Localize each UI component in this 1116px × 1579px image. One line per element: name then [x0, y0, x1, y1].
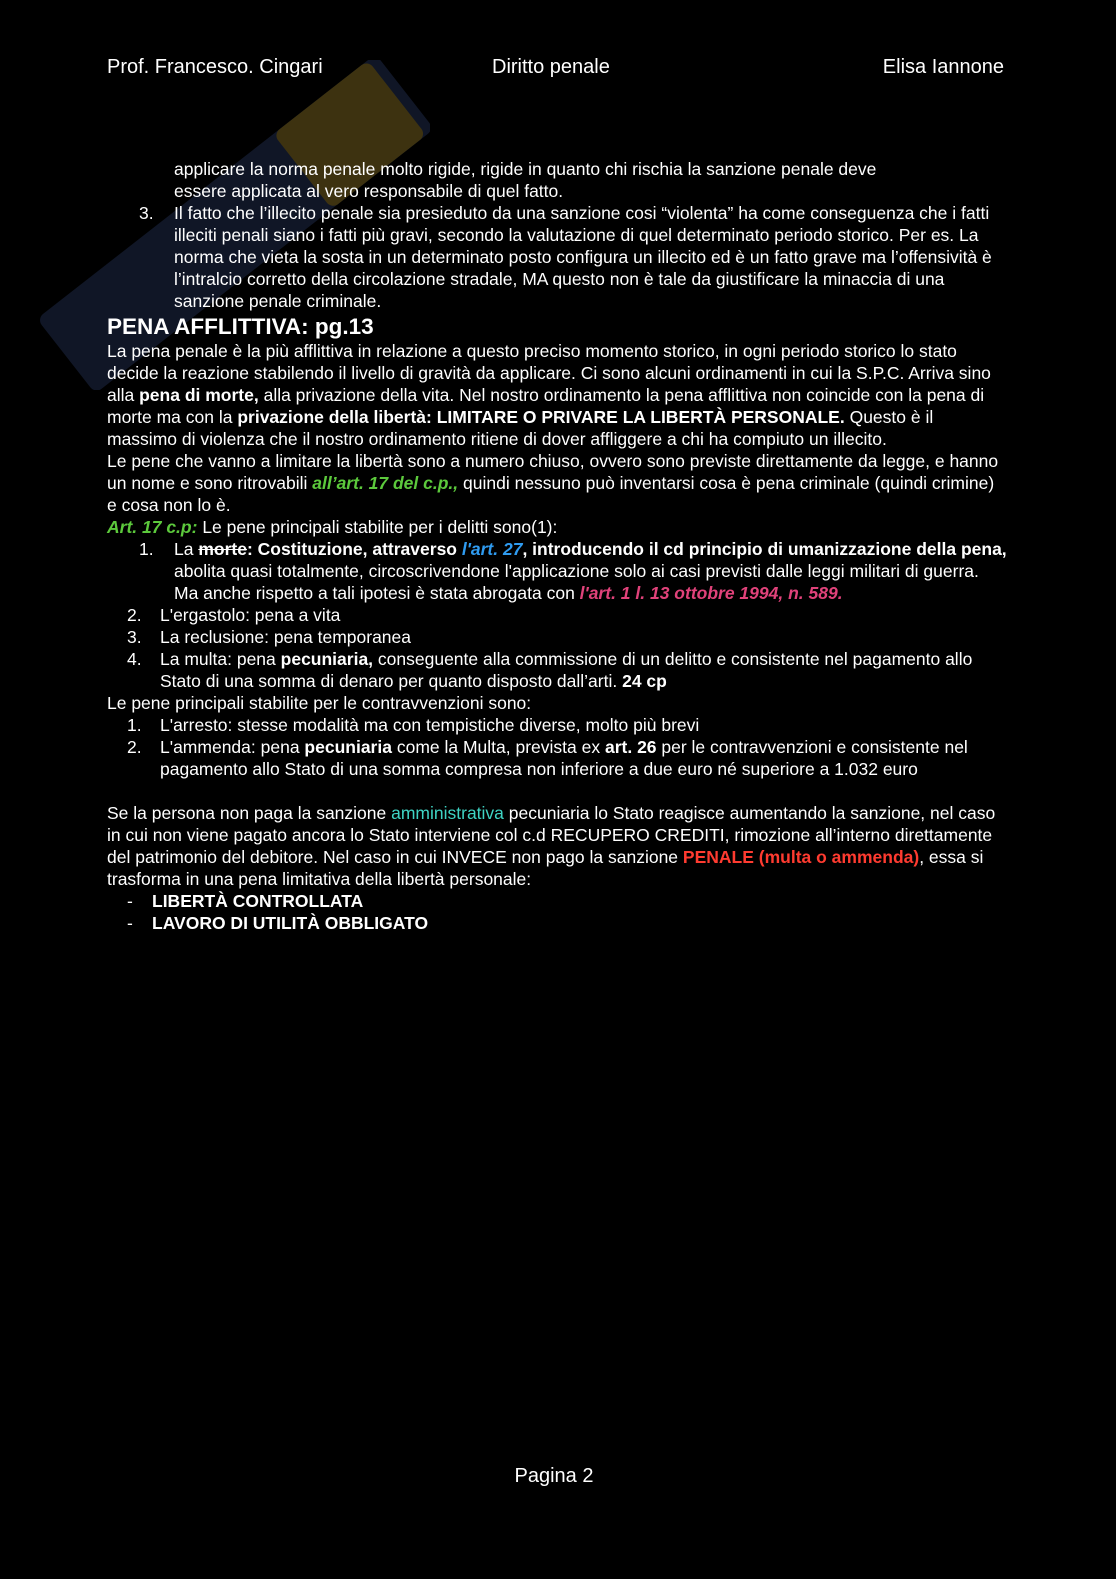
list-number: 3. — [127, 627, 142, 647]
dash-bullet: - — [127, 891, 133, 911]
list-item-text: LIBERTÀ CONTROLLATA — [152, 891, 364, 911]
text: La pena penale è la più afflittiva in relazione a questo preciso momento storico, in ogni periodo storico lo stato decide la reazione stabilendo il livello di gravità da applicare. Ci sono alcuni ordinamenti in cui la S.P.C. Arriva sino alla — [107, 341, 991, 405]
struck-text: morte — [198, 539, 247, 559]
text: conseguente alla commissione di un delitto e consistente nel pagamento allo Stato di una somma di denaro per quanto disposto dall’arti. — [160, 649, 973, 691]
text: come la Multa, prevista ex — [391, 737, 605, 757]
intro-line-2: essere applicata al vero responsabile di quel fatto. — [174, 181, 564, 201]
list-item-text: L'arresto: stesse modalità ma con tempistiche diverse, molto più brevi — [160, 715, 700, 735]
bold-text: 24 cp — [622, 671, 667, 691]
list-item-text: Il fatto che l’illecito penale sia presieduto da una sanzione cosi “violenta” ha come conseguenza che i fatti illeciti penali siano i fatti più gravi, secondo la valutazione di quel determinato periodo storico. Per es. La norma che vieta la sosta in un determinato posto configura un illecito ed è un fatto grave ma l’offensività è l’intralcio corretto della circolazione stradale, MA questo non è tale da giustificare la minaccia di una sanzione penale criminale. — [174, 203, 992, 311]
list-number: 2. — [127, 605, 142, 625]
header-author: Prof. Francesco. Cingari — [107, 56, 323, 78]
bold-text: art. 26 — [604, 737, 657, 757]
text: Se la persona non paga la sanzione — [107, 803, 392, 823]
text: La — [174, 539, 199, 559]
list-item — [107, 538, 1007, 604]
list-number: 4. — [127, 649, 142, 669]
list-item-text: La reclusione: pena temporanea — [160, 627, 412, 647]
text: Le pene che vanno a limitare la libertà sono a numero chiuso, ovvero sono previste direttamente da legge, e hanno un nome e sono ritrovabili — [107, 451, 999, 493]
list-item — [107, 714, 1007, 736]
bold-text: : Costituzione, attraverso — [246, 539, 462, 559]
list-number: 2. — [127, 737, 142, 757]
dash-list-item — [107, 912, 1007, 934]
art17-line — [107, 516, 1007, 538]
text: per le contravvenzioni e consistente nel pagamento allo Stato di una somma compresa non inferiore a due euro né superiore a 1.032 euro — [160, 737, 968, 779]
header-subject: Diritto penale — [492, 56, 610, 78]
paragraph-3 — [107, 802, 1007, 890]
paragraph-1 — [107, 340, 1007, 450]
document-body — [107, 158, 1007, 934]
bold-text: , introducendo il cd principio di umanizzazione della pena, — [522, 539, 1007, 559]
header-student: Elisa Iannone — [882, 56, 1004, 78]
bold-text: pecuniaria — [304, 737, 392, 757]
spacer — [107, 780, 1007, 802]
bold-text: pena di morte, — [139, 385, 259, 405]
law-reference: Art. 17 c.p: — [107, 517, 198, 537]
list-number: 1. — [139, 539, 154, 559]
text: alla privazione della vita. Nel nostro ordinamento la pena afflittiva non coincide con la pena di morte ma con la — [107, 385, 985, 427]
text: , essa si trasforma in una pena limitativa della libertà personale: — [107, 847, 984, 889]
law-reference: l'art. 1 l. 13 ottobre 1994, n. 589. — [579, 583, 843, 603]
dash-bullet: - — [127, 913, 133, 933]
list-item — [107, 604, 1007, 626]
intro-continuation — [107, 158, 1007, 202]
dash-list-item — [107, 890, 1007, 912]
text: L'ammenda: pena — [160, 737, 305, 757]
list-item — [107, 202, 1007, 312]
list-item — [107, 736, 1007, 780]
bold-text: pecuniaria, — [280, 649, 374, 669]
list-number: 1. — [127, 715, 142, 735]
list-item-text: LAVORO DI UTILITÀ OBBLIGATO — [152, 913, 429, 933]
page-number: Pagina 2 — [514, 1465, 594, 1487]
text: quindi nessuno può inventarsi cosa è pena criminale (quindi crimine) e cosa non lo è. — [107, 473, 995, 515]
section-title: PENA AFFLITTIVA: pg.13 — [107, 314, 374, 339]
text: pecuniaria lo Stato reagisce aumentando la sanzione, nel caso in cui non viene pagato ancora lo Stato interviene col c.d RECUPERO CREDITI, rimozione all’interno direttamente del patrimonio del debitore. Nel caso in cui INVECE non pago la sanzione — [107, 803, 996, 867]
list-item — [107, 648, 1007, 692]
list-item — [107, 626, 1007, 648]
bold-text: privazione della libertà: LIMITARE O PRIVARE LA LIBERTÀ PERSONALE. — [237, 407, 845, 427]
text: Le pene principali stabilite per i delitti sono(1): — [197, 517, 558, 537]
paragraph-2 — [107, 450, 1007, 516]
highlight-text: amministrativa — [391, 803, 504, 823]
contravvenzioni-intro: Le pene principali stabilite per le contravvenzioni sono: — [107, 693, 532, 713]
law-reference: all’art. 17 del c.p., — [312, 473, 459, 493]
text: Questo è il massimo di violenza che il nostro ordinamento ritiene di dover affliggere a chi ha compiuto un illecito. — [107, 407, 934, 449]
list-item-text: L'ergastolo: pena a vita — [160, 605, 341, 625]
law-reference: l'art. 27 — [461, 539, 523, 559]
highlight-text: PENALE (multa o ammenda) — [682, 847, 920, 867]
list-number: 3. — [139, 203, 154, 223]
text: La multa: pena — [160, 649, 281, 669]
text: abolita quasi totalmente, circoscrivendone l'applicazione solo ai casi previsti dalle leggi militari di guerra. Ma anche rispetto a tali ipotesi è stata abrogata con — [174, 561, 979, 603]
intro-line-1: applicare la norma penale molto rigide, rigide in quanto chi rischia la sanzione penale deve — [174, 159, 877, 179]
